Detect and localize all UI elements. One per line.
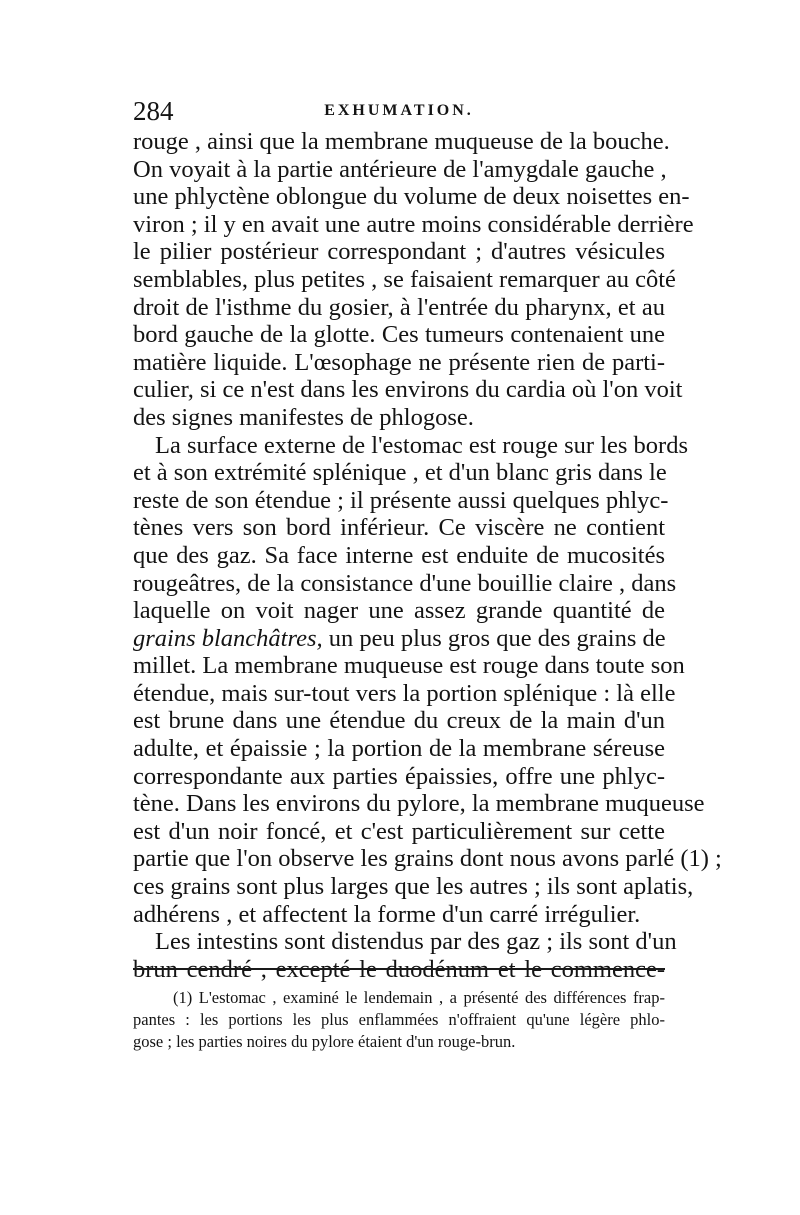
text-line: adulte, et épaissie ; la portion de la membrane séreuse xyxy=(133,735,665,763)
text-line: droit de l'isthme du gosier, à l'entrée du pharynx, et au xyxy=(133,293,665,321)
page-number: 284 xyxy=(133,96,174,126)
footnote-rule xyxy=(133,968,665,970)
page-header xyxy=(133,96,665,126)
text-line: rougeâtres, de la consistance d'une bouillie claire , dans xyxy=(133,569,677,597)
paragraph-end-line: des signes manifestes de phlogose. xyxy=(133,403,474,431)
text-line: que des gaz. Sa face interne est enduite de mucosités xyxy=(133,541,665,569)
text-line: ces grains sont plus larges que les autres ; ils sont aplatis, xyxy=(133,873,694,901)
text-line: millet. La membrane muqueuse est rouge dans toute son xyxy=(133,652,685,680)
text-line: brun cendré , excepté le duodénum et le commence- xyxy=(133,955,665,983)
footnote xyxy=(133,987,665,1053)
footnote-line: pantes : les portions les plus enflammées n'offraient qu'une légère phlo- xyxy=(133,1010,665,1029)
text-line: est brune dans une étendue du creux de la main d'un xyxy=(133,707,665,735)
text-line: tène. Dans les environs du pylore, la membrane muqueuse xyxy=(133,790,705,818)
footnote-line: gose ; les parties noires du pylore étaient d'un rouge-brun. xyxy=(133,1032,516,1051)
text-line: matière liquide. L'œsophage ne présente rien de parti- xyxy=(133,348,665,376)
text-line: partie que l'on observe les grains dont nous avons parlé (1) ; xyxy=(133,845,722,873)
italic-phrase: grains blanchâtres, xyxy=(133,624,323,652)
text-line: laquelle on voit nager une assez grande quantité de xyxy=(133,597,665,625)
text-line: tènes vers son bord inférieur. Ce viscère ne contient xyxy=(133,514,665,542)
italic-line-rest: un peu plus gros que des grains de xyxy=(322,624,666,652)
running-head: EXHUMATION. xyxy=(324,102,474,119)
text-line: et à son extrémité splénique , et d'un blanc gris dans le xyxy=(133,459,667,487)
footnote-line: (1) L'estomac , examiné le lendemain , a présenté des différences frap- xyxy=(173,988,665,1007)
text-line: culier, si ce n'est dans les environs du cardia où l'on voit xyxy=(133,376,683,404)
text-line: bord gauche de la glotte. Ces tumeurs contenaient une xyxy=(133,321,665,349)
text-line: le pilier postérieur correspondant ; d'autres vésicules xyxy=(133,238,665,266)
text-line-with-italic xyxy=(133,625,665,653)
text-line: On voyait à la partie antérieure de l'amygdale gauche , xyxy=(133,155,667,183)
text-line: une phlyctène oblongue du volume de deux noisettes en- xyxy=(133,183,690,211)
text-line: correspondante aux parties épaissies, offre une phlyc- xyxy=(133,762,665,790)
body-text xyxy=(133,128,722,983)
text-line: rouge , ainsi que la membrane muqueuse de la bouche. xyxy=(133,128,670,155)
paragraph-start-line: La surface externe de l'estomac est rouge sur les bords xyxy=(155,431,688,459)
text-line: viron ; il y en avait une autre moins considérable derrière xyxy=(133,210,694,238)
text-line: étendue, mais sur-tout vers la portion splénique : là elle xyxy=(133,679,676,707)
text-line: est d'un noir foncé, et c'est particulièrement sur cette xyxy=(133,817,665,845)
text-line: semblables, plus petites , se faisaient remarquer au côté xyxy=(133,265,676,293)
paragraph-end-line: adhérens , et affectent la forme d'un carré irrégulier. xyxy=(133,900,641,928)
text-line: reste de son étendue ; il présente aussi quelques phlyc- xyxy=(133,486,669,514)
paragraph-start-line: Les intestins sont distendus par des gaz ; ils sont d'un xyxy=(155,928,677,956)
